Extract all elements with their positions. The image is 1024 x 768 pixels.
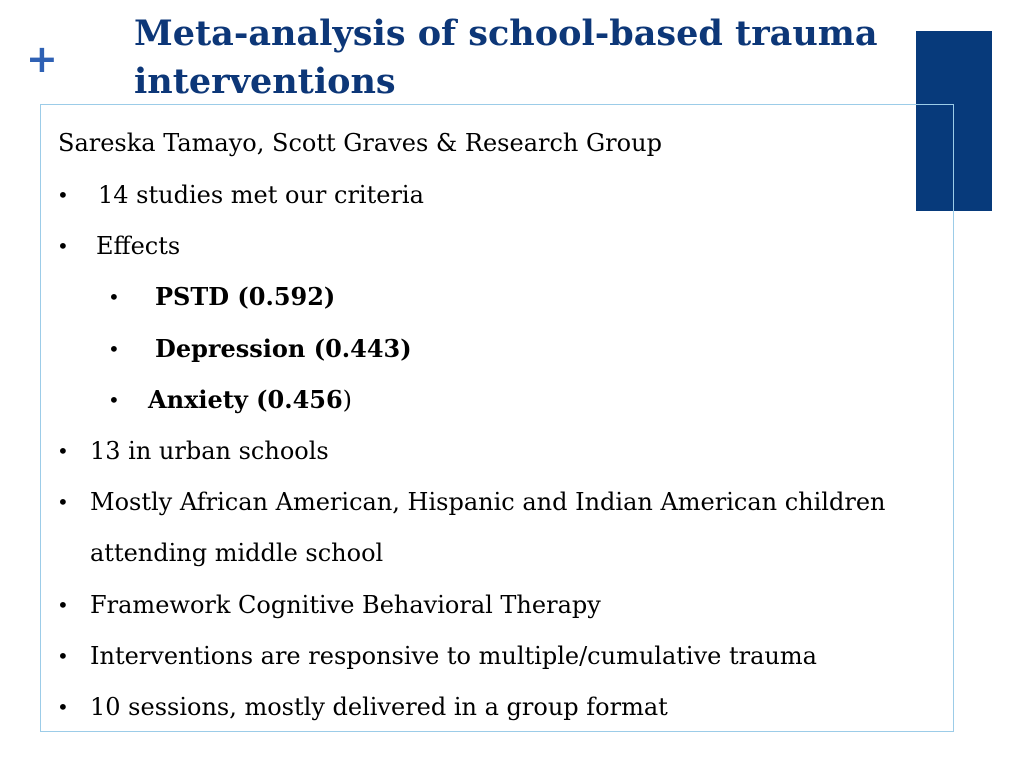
item-population-line1: Mostly African American, Hispanic and Indian American children [90,488,886,516]
bullet-marker: • [57,593,69,617]
bullet-marker: • [57,234,69,258]
effect-anxiety [148,385,352,415]
plus-icon: + [26,37,58,81]
effect-ptsd: PSTD (0.592) [155,282,336,311]
item-urban: 13 in urban schools [90,437,329,465]
item-sessions: 10 sessions, mostly delivered in a group format [90,693,668,721]
bullet-marker: • [57,183,69,207]
item-effects: Effects [96,232,181,260]
effect-depression: Depression (0.443) [155,334,412,363]
bullet-marker: • [57,644,69,668]
effect-anxiety-close: ) [342,386,353,414]
item-studies: 14 studies met our criteria [98,181,424,209]
effect-anxiety-label: Anxiety (0.456 [148,385,343,414]
author-line: Sareska Tamayo, Scott Graves & Research Group [58,129,662,157]
sub-bullet-marker: • [108,285,120,309]
item-framework: Framework Cognitive Behavioral Therapy [90,591,601,619]
sub-bullet-marker: • [108,388,120,412]
item-population-line2: attending middle school [90,539,384,567]
slide-title: Meta-analysis of school-based trauma interventions [134,13,878,102]
bullet-marker: • [57,439,69,463]
bullet-marker: • [57,490,69,514]
bullet-marker: • [57,695,69,719]
sub-bullet-marker: • [108,337,120,361]
item-responsive: Interventions are responsive to multiple/cumulative trauma [90,642,817,670]
